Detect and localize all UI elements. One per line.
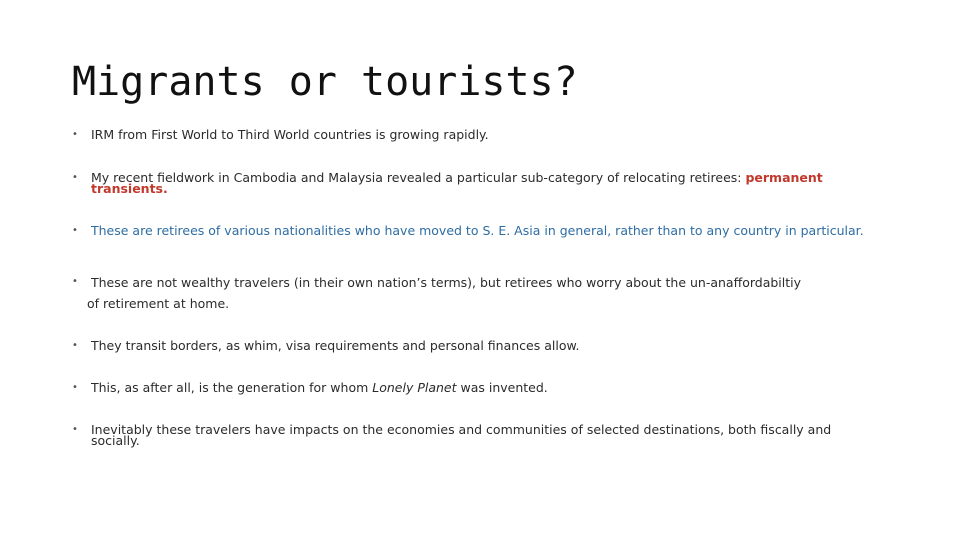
bullet-text [91,172,872,194]
bullet-text-after: was invented. [456,380,548,395]
bullet-item [72,424,872,446]
bullet-item [72,129,872,140]
highlight-text: permanent transients. [91,170,823,196]
bullet-text: These are retirees of various nationalities who have moved to S. E. Asia in general, rather than to any country in particular. [91,223,864,238]
bullet-text: Inevitably these travelers have impacts on the economies and communities of selected destinations, both fiscally and socially. [91,422,832,448]
bullet-text: These are not wealthy travelers (in their own nation’s terms), but retirees who worry about the un-anaffordabiltiy [91,275,802,290]
bullet-item [72,340,872,351]
italic-title: Lonely Planet [372,380,457,395]
bullet-marker: • [72,129,78,140]
bullet-text-before: This, as after all, is the generation for whom [91,380,373,395]
bullet-marker: • [72,424,78,435]
bullet-text: IRM from First World to Third World countries is growing rapidly. [91,127,489,142]
bullet-item [72,225,872,236]
bullet-marker: • [72,276,78,287]
bullet-marker: • [72,340,78,351]
bullet-item [72,382,872,393]
bullet-marker: • [72,382,78,393]
slide-title: Migrants or tourists? [72,59,578,105]
bullet-text-main: My recent fieldwork in Cambodia and Malaysia revealed a particular sub-category of relocating retirees: [91,170,746,185]
bullet-text-continuation: of retirement at home. [87,296,230,311]
bullet-text [91,382,872,393]
bullet-item [72,172,872,194]
bullet-marker: • [72,225,78,236]
bullet-text: They transit borders, as whim, visa requirements and personal finances allow. [91,338,580,353]
bullet-marker: • [72,172,78,183]
bullet-item [72,276,872,311]
